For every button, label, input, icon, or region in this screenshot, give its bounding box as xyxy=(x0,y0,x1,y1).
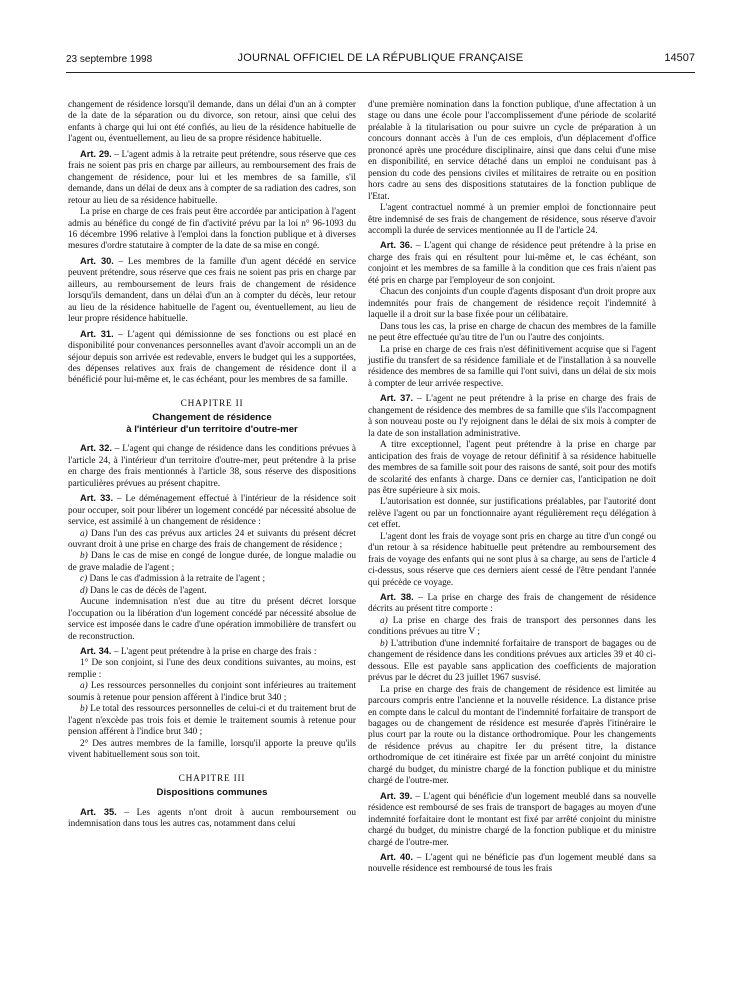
article-label: Art. 30. xyxy=(80,255,114,266)
article-39 xyxy=(368,791,656,849)
article-37 xyxy=(368,393,656,440)
article-text: – Le déménagement effectué à l'intérieur de la résidence soit pour occuper, soit pour libérer un logement concédé par nécessité absolue de service, est assimilé à un changement de résidence : xyxy=(68,494,356,528)
list-item xyxy=(68,574,356,585)
chapter-heading: CHAPITRE III xyxy=(178,773,246,784)
article-32 xyxy=(68,443,356,490)
list-text: Le total des ressources personnelles de celui-ci et du traitement brut de l'agent n'excède pas trois fois et demie le traitement soumis à retenue pour pension afférent à l'indice brut 340 ; xyxy=(68,704,356,738)
article-label: Art. 34. xyxy=(80,646,112,657)
issue-date: 23 septembre 1998 xyxy=(66,54,153,65)
left-column xyxy=(68,100,356,830)
list-text: L'attribution d'une indemnité forfaitaire de transport de bagages ou de changement de résidence dans les conditions prévues aux articles 39 et 40 ci-dessous. Elle est payable sans application des coefficients de majoration prévus par le décret du 23 juillet 1967 susvisé. xyxy=(368,638,656,684)
paragraph: L'agent contractuel nommé à un premier emploi de fonctionnaire peut être indemnisé de ses frais de changement de résidence, sous réserve d'avoir accompli la durée de services mentionnée au II de l'article 24. xyxy=(368,203,656,236)
header-rule xyxy=(66,72,695,73)
paragraph: d'une première nomination dans la fonction publique, d'une affectation à un stage ou dans une école pour l'accomplissement d'une période de scolarité préalable à la titularisation ou pour suivre un cycle de préparation à un concours donnant accès à l'un de ces emplois, d'un déplacement d'office prononcé après une procédure disciplinaire, ainsi que dans celui d'une mise en disponibilité, en service détaché dans un emploi ne conduisant pas à pension du code des pensions civiles et militaires de retraite ou en position hors cadre au sens des dispositions statutaires de la fonction publique de l'Etat. xyxy=(368,100,656,202)
article-29 xyxy=(68,149,356,207)
list-marker: a) xyxy=(380,615,388,626)
journal-title: JOURNAL OFFICIEL DE LA RÉPUBLIQUE FRANÇAISE xyxy=(237,52,524,64)
article-30 xyxy=(68,256,356,326)
article-label: Art. 29. xyxy=(80,148,112,159)
list-marker: d) xyxy=(80,585,88,596)
list-item xyxy=(68,529,356,552)
paragraph: La prise en charge de ces frais peut être accordée par anticipation à l'agent admis au bénéfice du congé de fin d'activité prévu par la loi n° 96-1093 du 16 décembre 1996 relative à l'emploi dans la fonction publique et à diverses mesures d'ordre statutaire à compter de la date de sa mise en congé. xyxy=(68,207,356,252)
paragraph: Chacun des conjoints d'un couple d'agents disposant d'un droit propre aux indemnités pour frais de changement de résidence reçoit l'indemnité à laquelle il a droit sur la base fixée pour un célibataire. xyxy=(368,287,656,321)
article-text: – L'agent qui démissionne de ses fonctions ou est placé en disponibilité pour convenances personnelles avant d'avoir accompli un an de séjour depuis son arrivée est redevable, envers le budget qui les a supportées, des dépenses relatives aux frais de changement de résidence dont il a bénéficié pour lui-même et, le cas échéant, pour les membres de sa famille. xyxy=(68,329,356,386)
article-text: – L'agent admis à la retraite peut prétendre, sous réserve que ces frais ne soient pas pris en charge par ailleurs, au remboursement des frais de changement de résidence, pour lui et les membres de sa famille, s'il demande, dans un délai de deux ans à compter de sa radiation des cadres, son retour au lieu de sa résidence habituelle. xyxy=(68,149,356,206)
article-text: – L'agent ne peut prétendre à la prise en charge des frais de changement de résidence des membres de sa famille que s'ils l'accompagnent à son nouveau poste ou l'y rejoignent dans le délai de six mois à compter de la date de son installation administrative. xyxy=(368,394,656,439)
list-text: Dans le cas d'admission à la retraite de l'agent ; xyxy=(87,574,266,585)
list-item: 1° De son conjoint, si l'une des deux conditions suivantes, au moins, est remplie : xyxy=(68,658,356,680)
list-item: 2° Des autres membres de la famille, lorsqu'il apporte la preuve qu'ils vivent habituellement sous son toit. xyxy=(68,738,356,761)
chapter-title: Dispositions communes xyxy=(156,787,268,799)
paragraph: L'agent dont les frais de voyage sont pris en charge au titre d'un congé ou d'un retour à sa résidence habituelle peut prétendre au remboursement des frais de voyage des enfants qui ne sont plus à sa charge, au sens de l'article 4 ci-dessus, sous réserve que ces derniers aient cessé de l'être pendant l'année qui précède ce voyage. xyxy=(368,531,656,588)
chapter-title-line: Changement de résidence xyxy=(152,412,272,424)
article-40 xyxy=(368,852,656,876)
article-text: – Les agents n'ont droit à aucun remboursement ou indemnisation dans tous les autres cas, notamment dans celui xyxy=(68,807,356,829)
list-text: Dans l'un des cas prévus aux articles 24 et suivants du présent décret ouvrant droit à une prise en charge des frais de changement de résidence ; xyxy=(68,528,356,550)
article-label: Art. 36. xyxy=(380,240,413,251)
chapter-title xyxy=(68,412,356,435)
chapter-title-line: à l'intérieur d'un territoire d'outre-mer xyxy=(126,423,298,435)
article-text: – La prise en charge des frais de changement de résidence décrits au présent titre comporte : xyxy=(368,593,656,615)
list-item xyxy=(68,586,356,597)
list-marker: a) xyxy=(80,681,88,692)
list-text: Dans le cas de mise en congé de longue durée, de longue maladie ou de grave maladie de l'agent ; xyxy=(68,551,356,573)
list-item xyxy=(68,551,356,574)
list-marker: a) xyxy=(80,528,88,539)
running-header xyxy=(66,52,695,70)
article-text: – L'agent qui ne bénéficie pas d'un logement meublé dans sa nouvelle résidence est remboursé de tous les frais xyxy=(368,853,656,875)
article-36 xyxy=(368,240,656,287)
article-label: Art. 39. xyxy=(380,790,413,801)
article-33 xyxy=(68,493,356,528)
paragraph: Aucune indemnisation n'est due au titre du présent décret lorsque l'occupation ou la libération d'un logement concédé par nécessité absolue de service est imposée dans le cadre d'une opération immobilière de transfert ou de reconstruction. xyxy=(68,597,356,642)
paragraph: La prise en charge de ces frais n'est définitivement acquise que si l'agent justifie du transfert de sa résidence familiale et de l'installation à sa nouvelle résidence des membres de sa famille qui l'ont suivi, dans un délai de six mois à compter de leur arrivée respective. xyxy=(368,344,656,389)
list-item xyxy=(368,616,656,639)
list-text: La prise en charge des frais de transport des personnes dans les conditions prévues au titre V ; xyxy=(368,615,656,638)
article-label: Art. 31. xyxy=(80,328,114,339)
article-text: – L'agent qui bénéficie d'un logement meublé dans sa nouvelle résidence est remboursé de ses frais de transport de bagages au moyen d'une indemnité forfaitaire dont le montant est fixé par arrêté conjoint du ministre chargé du budget, du ministre chargé de la fonction publique et du ministre chargé de l'outre-mer. xyxy=(368,791,656,848)
right-column xyxy=(368,100,656,876)
list-marker: b) xyxy=(80,551,88,562)
article-text: – L'agent qui change de résidence dans les conditions prévues à l'article 24, à l'intérieur d'un territoire d'outre-mer, peut prétendre à la prise en charge des frais mentionnés à l'article 38, sous réserve des dispositions particulières prévues au présent chapitre. xyxy=(68,444,356,489)
article-text: – Les membres de la famille d'un agent décédé en service peuvent prétendre, sous réserve que ces frais ne soient pas pris en charge par ailleurs, au remboursement de leurs frais de changement de résidence lorsqu'ils demandent, dans un délai d'un an à compter du décès, leur retour au lieu de la résidence habituelle de l'agent ou, éventuellement, au lieu de leur propre résidence habituelle. xyxy=(68,256,356,325)
list-text: Les ressources personnelles du conjoint sont inférieures au traitement soumis à retenue pour pension afférent à l'indice brut 340 ; xyxy=(68,681,356,703)
page-number: 14507 xyxy=(664,52,695,64)
paragraph: A titre exceptionnel, l'agent peut prétendre à la prise en charge par anticipation des frais de voyage de retour définitif à sa résidence habituelle des membres de sa famille soit pour des raisons de santé, soit pour des motifs de scolarité des enfants à charge. Dans ce dernier cas, l'anticipation ne doit pas être supérieure à six mois. xyxy=(368,440,656,496)
article-label: Art. 32. xyxy=(80,443,112,454)
list-item xyxy=(68,681,356,704)
list-marker: b) xyxy=(380,638,388,649)
list-item xyxy=(68,704,356,738)
article-label: Art. 40. xyxy=(380,852,413,862)
article-31 xyxy=(68,329,356,387)
list-marker: b) xyxy=(80,704,88,715)
article-34 xyxy=(68,646,356,658)
article-label: Art. 37. xyxy=(380,393,414,404)
list-text: Dans le cas de décès de l'agent. xyxy=(87,585,207,596)
article-label: Art. 35. xyxy=(80,806,117,817)
article-label: Art. 38. xyxy=(380,592,414,603)
list-item xyxy=(368,639,656,685)
article-38 xyxy=(368,592,656,616)
paragraph: Dans tous les cas, la prise en charge de chacun des membres de la famille ne peut être effectuée qu'au titre de l'un ou l'autre des conjoints. xyxy=(368,321,656,344)
article-text: – L'agent qui change de résidence peut prétendre à la prise en charge des frais qui en résultent pour lui-même et, le cas échéant, son conjoint et les membres de sa famille à la condition que ces frais n'aient pas été pris en charge par l'employeur de son conjoint. xyxy=(368,241,656,286)
article-35 xyxy=(68,807,356,831)
article-label: Art. 33. xyxy=(80,493,114,504)
paragraph: changement de résidence lorsqu'il demande, dans un délai d'un an à compter de la date de la séparation ou du divorce, son retour, ainsi que celui des enfants à charge qui lui ont été confiés, au lieu de la résidence habituelle de l'agent ou, éventuellement, au lieu de sa propre résidence habituelle. xyxy=(68,100,356,145)
paragraph: L'autorisation est donnée, sur justifications préalables, par l'autorité dont relève l'agent ou par un fonctionnaire ayant régulièrement reçu délégation à cet effet. xyxy=(368,497,656,531)
chapter-heading: CHAPITRE II xyxy=(180,398,244,409)
paragraph: La prise en charge des frais de changement de résidence est limitée au parcours compris entre l'ancienne et la nouvelle résidence. La distance prise en compte dans le calcul du montant de l'indemnité forfaitaire de transport de bagages ou de changement de résidence est mesurée d'après l'itinéraire le plus court par la route ou la distance orthodromique. Pour les changements de résidence prévus au chapitre Ier du présent titre, la distance orthodromique de cet itinéraire est fixée par un arrêté conjoint du ministre chargé du budget, du ministre chargé de la fonction publique et du ministre chargé de l'outre-mer. xyxy=(368,684,656,787)
article-text: – L'agent peut prétendre à la prise en charge des frais : xyxy=(111,647,317,658)
list-marker: c) xyxy=(80,574,88,585)
